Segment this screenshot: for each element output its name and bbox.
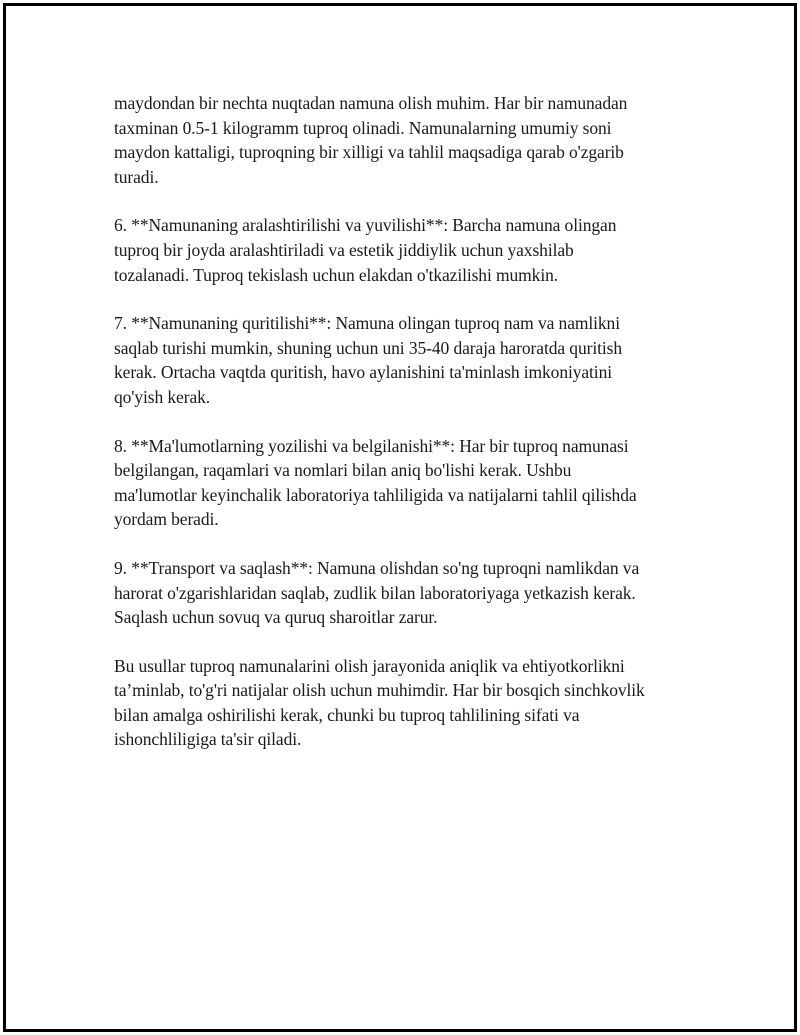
text-line: belgilangan, raqamlari va nomlari bilan aniq bo'lishi kerak. Ushbu: [114, 460, 572, 481]
text-line: 8. **Ma'lumotlarning yozilishi va belgilanishi**: Har bir tuproq namunasi: [114, 435, 629, 456]
text-line: turadi.: [114, 166, 159, 187]
text-line: kerak. Ortacha vaqtda quritish, havo aylanishini ta'minlash imkoniyatini: [114, 362, 612, 383]
text-line: 9. **Transport va saqlash**: Namuna olishdan so'ng tuproqni namlikdan va: [114, 557, 640, 578]
text-line: taxminan 0.5-1 kilogramm tuproq olinadi. Namunalarning umumiy soni: [114, 117, 612, 138]
text-line: ma'lumotlar keyinchalik laboratoriya tahliligida va natijalarni tahlil qilishda: [114, 484, 637, 505]
text-line: maydon kattaligi, tuproqning bir xilligi va tahlil maqsadiga qarab o'zgarib: [114, 142, 624, 163]
text-line: 6. **Namunaning aralashtirilishi va yuvilishi**: Barcha namuna olingan: [114, 215, 617, 236]
text-line: yordam beradi.: [114, 509, 219, 530]
paragraph-step-7: [114, 311, 694, 409]
text-line: saqlab turishi mumkin, shuning uchun uni 35-40 daraja haroratda quritish: [114, 337, 622, 358]
text-line: tuproq bir joyda aralashtiriladi va estetik jiddiylik uchun yaxshilab: [114, 239, 574, 260]
document-body: [114, 91, 694, 776]
paragraph-step-8: [114, 434, 694, 532]
text-line: 7. **Namunaning quritilishi**: Namuna olingan tuproq nam va namlikni: [114, 313, 620, 334]
text-line: qo'yish kerak.: [114, 386, 211, 407]
text-line: Bu usullar tuproq namunalarini olish jarayonida aniqlik va ehtiyotkorlikni: [114, 655, 625, 676]
text-line: harorat o'zgarishlaridan saqlab, zudlik bilan laboratoriyaga yetkazish kerak.: [114, 582, 636, 603]
paragraph-intro: [114, 91, 694, 189]
text-line: ishonchliligiga ta'sir qiladi.: [114, 729, 302, 750]
text-line: maydondan bir nechta nuqtadan namuna olish muhim. Har bir namunadan: [114, 93, 628, 113]
text-line: Saqlash uchun sovuq va quruq sharoitlar zarur.: [114, 607, 438, 628]
paragraph-step-9: [114, 556, 694, 630]
paragraph-conclusion: [114, 654, 694, 752]
text-line: bilan amalga oshirilishi kerak, chunki bu tuproq tahlilining sifati va: [114, 704, 580, 725]
text-line: tozalanadi. Tuproq tekislash uchun elakdan o'tkazilishi mumkin.: [114, 264, 559, 285]
text-line: ta’minlab, to'g'ri natijalar olish uchun muhimdir. Har bir bosqich sinchkovlik: [114, 680, 645, 701]
paragraph-step-6: [114, 213, 694, 287]
